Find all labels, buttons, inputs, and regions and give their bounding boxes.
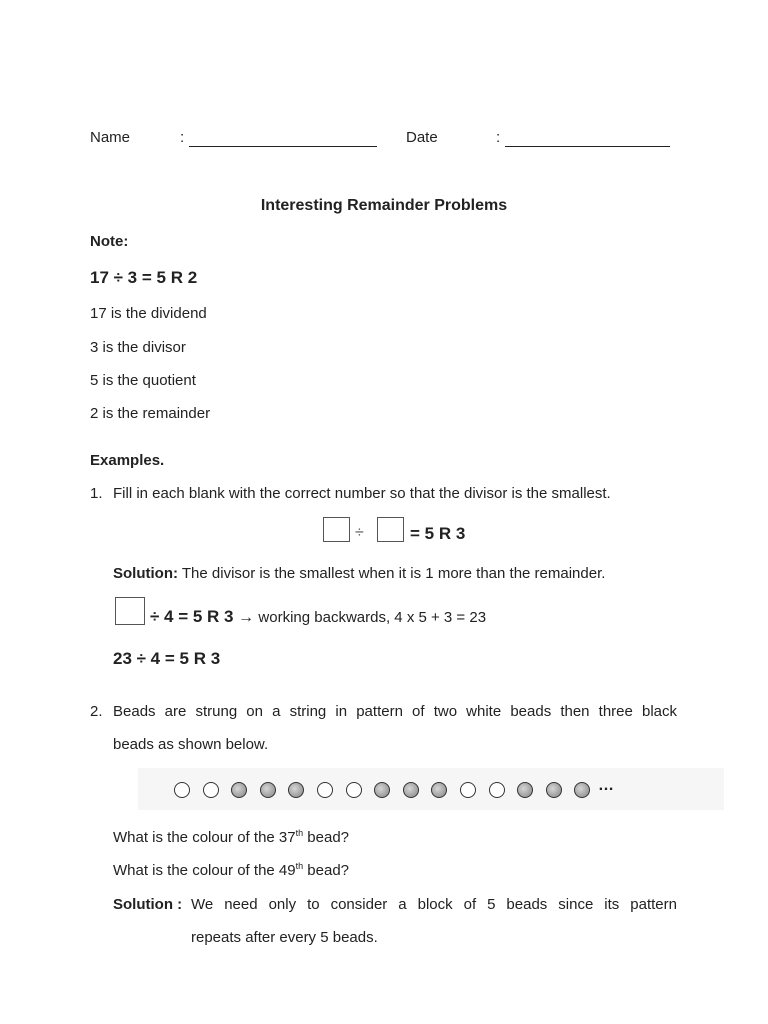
name-blank-line[interactable]: [189, 146, 377, 147]
example-2-solution-label: Solution :: [113, 896, 183, 913]
question-49th-bead: [113, 862, 349, 879]
example-1-solution: [113, 565, 605, 582]
note-equation: 17 ÷ 3 = 5 R 2: [90, 268, 198, 287]
q2-sup: th: [295, 861, 304, 871]
white-bead: [489, 782, 505, 798]
solution-text: The divisor is the smallest when it is 1 more than the remainder.: [181, 565, 606, 582]
name-colon: :: [180, 129, 185, 146]
example-2-solution-line-1: We need only to consider a block of 5 beads since its pattern: [191, 896, 677, 913]
examples-heading: Examples.: [90, 452, 165, 469]
page-title: Interesting Remainder Problems: [260, 197, 508, 214]
date-blank-line[interactable]: [505, 146, 670, 147]
example-2-solution-line-2: repeats after every 5 beads.: [191, 929, 378, 946]
note-line-divisor: 3 is the divisor: [90, 339, 186, 356]
example-2-question-line-2: beads as shown below.: [113, 736, 269, 753]
white-bead: [174, 782, 190, 798]
black-bead: [260, 782, 276, 798]
black-bead: [403, 782, 419, 798]
name-label: Name: [90, 129, 131, 146]
divisor-blank-box[interactable]: [377, 517, 404, 542]
white-bead: [203, 782, 219, 798]
q1-text: What is the colour of the 37: [113, 829, 296, 846]
example-1-answer: 23 ÷ 4 = 5 R 3: [113, 649, 221, 668]
example-2-question-line-1: Beads are strung on a string in pattern of two white beads then three black: [113, 703, 677, 720]
q1-sup: th: [295, 828, 304, 838]
white-bead: [346, 782, 362, 798]
division-sign: ÷: [355, 524, 364, 541]
note-line-remainder: 2 is the remainder: [90, 405, 211, 422]
white-bead: [460, 782, 476, 798]
black-bead: [546, 782, 562, 798]
example-1-number: 1.: [90, 485, 103, 502]
working-blank-box[interactable]: [115, 597, 145, 625]
note-line-quotient: 5 is the quotient: [90, 372, 196, 389]
dividend-blank-box[interactable]: [323, 517, 350, 542]
q2-tail: bead?: [303, 862, 350, 879]
example-2-number: 2.: [90, 703, 103, 720]
example-1-question: Fill in each blank with the correct number so that the divisor is the smallest.: [113, 485, 611, 502]
date-label: Date: [406, 129, 438, 146]
date-colon: :: [496, 129, 501, 146]
note-heading: Note:: [90, 233, 129, 250]
working-note: working backwards, 4 x 5 + 3 = 23: [258, 609, 487, 626]
example-1-equation-rhs: = 5 R 3: [410, 524, 466, 543]
arrow-icon: →: [237, 609, 254, 626]
working-equation: ÷ 4 = 5 R 3: [150, 607, 234, 626]
note-line-dividend: 17 is the dividend: [90, 305, 207, 322]
white-bead: [317, 782, 333, 798]
q2-text: What is the colour of the 49: [113, 862, 296, 879]
working-line: [150, 607, 486, 627]
solution-label: Solution:: [113, 565, 178, 582]
question-37th-bead: [113, 829, 349, 846]
q1-tail: bead?: [303, 829, 350, 846]
ellipsis: …: [598, 777, 614, 794]
